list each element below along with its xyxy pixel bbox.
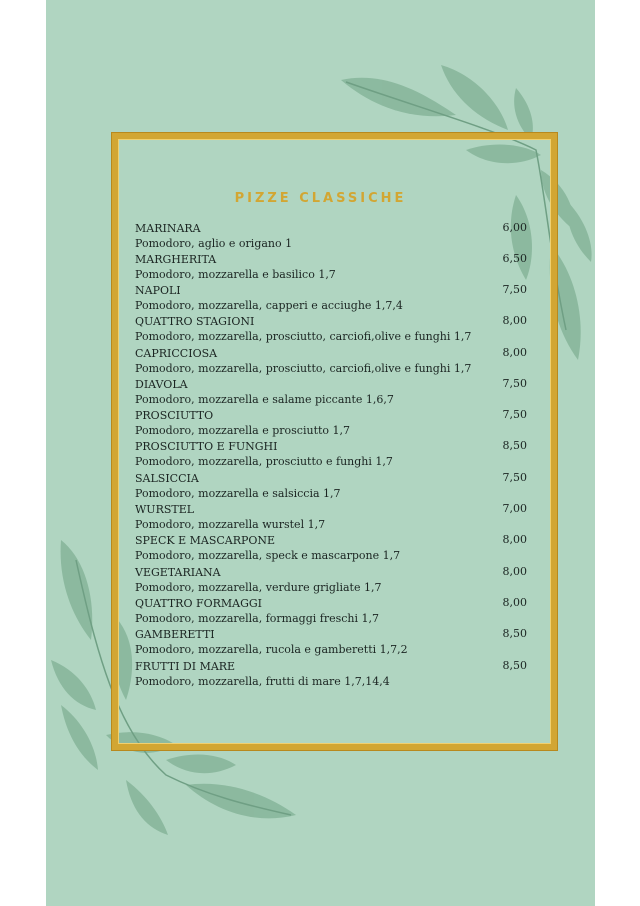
item-name: FRUTTI DI MARE: [135, 660, 236, 673]
item-price: 8,50: [502, 659, 527, 672]
menu-item: [135, 502, 525, 532]
menu-item: [135, 596, 525, 626]
menu-item: [135, 283, 525, 313]
menu-item: [135, 408, 525, 438]
item-description: Pomodoro, mozzarella, prosciutto e funghi 1,7: [135, 455, 393, 468]
item-name: QUATTRO FORMAGGI: [135, 597, 263, 610]
item-price: 8,50: [502, 439, 527, 452]
item-name: MARGHERITA: [135, 253, 217, 266]
item-description: Pomodoro, mozzarella e salsiccia 1,7: [135, 487, 341, 500]
menu-item: [135, 439, 525, 469]
menu-item: [135, 659, 525, 689]
item-description: Pomodoro, aglio e origano 1: [135, 237, 293, 250]
item-price: 8,00: [502, 314, 527, 327]
item-price: 6,50: [502, 252, 527, 265]
item-description: Pomodoro, mozzarella, prosciutto, carciofi,olive e funghi 1,7: [135, 330, 472, 343]
menu-title: PIZZE CLASSICHE: [234, 191, 407, 206]
menu-item: [135, 533, 525, 563]
item-name: SALSICCIA: [135, 472, 199, 485]
item-description: Pomodoro, mozzarella e basilico 1,7: [135, 268, 336, 281]
item-description: Pomodoro, mozzarella, frutti di mare 1,7,14,4: [135, 675, 390, 688]
item-description: Pomodoro, mozzarella e salame piccante 1,6,7: [135, 393, 394, 406]
item-price: 8,50: [502, 627, 527, 640]
item-description: Pomodoro, mozzarella, formaggi freschi 1,7: [135, 612, 380, 625]
item-name: DIAVOLA: [135, 378, 188, 391]
item-name: PROSCIUTTO E FUNGHI: [135, 440, 278, 453]
item-description: Pomodoro, mozzarella, verdure grigliate 1,7: [135, 581, 382, 594]
item-description: Pomodoro, mozzarella, speck e mascarpone 1,7: [135, 549, 401, 562]
item-name: CAPRICCIOSA: [135, 347, 218, 360]
item-description: Pomodoro, mozzarella, capperi e acciughe 1,7,4: [135, 299, 403, 312]
item-name: VEGETARIANA: [135, 566, 221, 579]
item-price: 7,50: [502, 408, 527, 421]
item-price: 8,00: [502, 565, 527, 578]
item-name: SPECK E MASCARPONE: [135, 534, 276, 547]
item-description: Pomodoro, mozzarella, prosciutto, carciofi,olive e funghi 1,7: [135, 362, 472, 375]
item-price: 6,00: [502, 221, 527, 234]
item-price: 7,50: [502, 283, 527, 296]
menu-item: [135, 252, 525, 282]
item-description: Pomodoro, mozzarella wurstel 1,7: [135, 518, 326, 531]
menu-item: [135, 221, 525, 251]
menu-item: [135, 346, 525, 376]
menu-item: [135, 314, 525, 344]
item-price: 7,50: [502, 471, 527, 484]
menu-item: [135, 565, 525, 595]
item-price: 8,00: [502, 596, 527, 609]
item-name: NAPOLI: [135, 284, 181, 297]
item-name: PROSCIUTTO: [135, 409, 214, 422]
menu-item: [135, 471, 525, 501]
item-name: WURSTEL: [135, 503, 195, 516]
item-description: Pomodoro, mozzarella, rucola e gamberetti 1,7,2: [135, 643, 408, 656]
item-price: 8,00: [502, 533, 527, 546]
item-price: 8,00: [502, 346, 527, 359]
menu-page: [46, 0, 595, 906]
item-price: 7,50: [502, 377, 527, 390]
item-name: QUATTRO STAGIONI: [135, 315, 255, 328]
item-description: Pomodoro, mozzarella e prosciutto 1,7: [135, 424, 351, 437]
item-name: GAMBERETTI: [135, 628, 215, 641]
menu-item: [135, 627, 525, 657]
item-name: MARINARA: [135, 222, 201, 235]
menu-item: [135, 377, 525, 407]
item-price: 7,00: [502, 502, 527, 515]
